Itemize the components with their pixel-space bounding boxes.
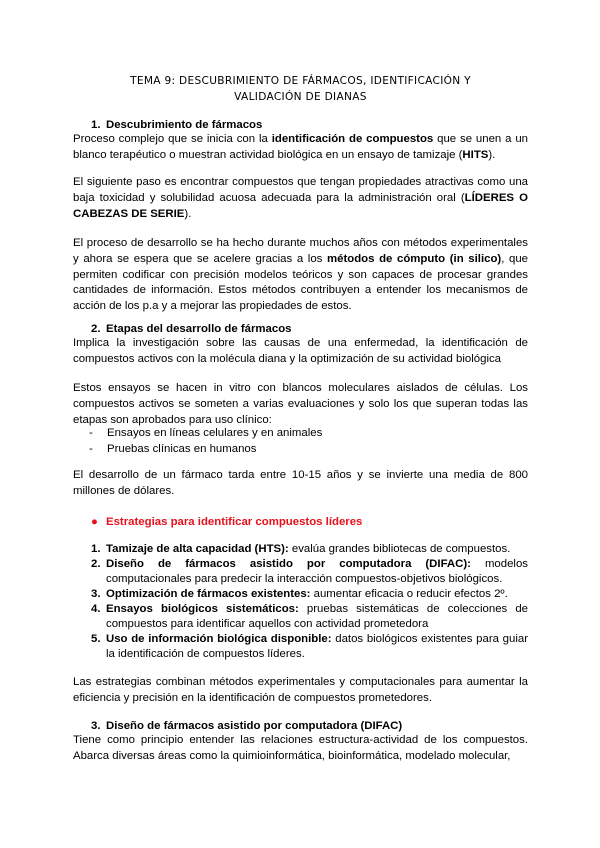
section-1-title: Descubrimiento de fármacos: [106, 119, 263, 131]
section-2-paragraph-1: Implica la investigación sobre las causas de una enfermedad, la identificación de compuestos activos con la molécula diana y la optimización de su actividad biológica: [73, 337, 528, 365]
section-1-number: 1.: [91, 119, 101, 131]
strategy-item: 3. Optimización de fármacos existentes: aumentar eficacia o reducir efectos 2º.: [91, 588, 508, 600]
bullet-icon: ●: [91, 516, 98, 528]
section-1-paragraph-2: El siguiente paso es encontrar compuestos que tengan propiedades atractivas como una baja toxicidad y solubilidad acuosa adecuada para la administración oral (LÍDERES O CABEZAS DE SERIE).: [73, 176, 528, 220]
section-3-title: Diseño de fármacos asistido por computadora (DIFAC): [106, 720, 403, 732]
list-item: - Ensayos en líneas celulares y en animales: [89, 427, 323, 439]
section-2-paragraph-2: Estos ensayos se hacen in vitro con blancos moleculares aislados de células. Los compuestos activos se someten a varias evaluaciones y solo los que superan todas las etapas son aprobados para uso clínico:: [73, 382, 528, 426]
section-1-paragraph-3: El proceso de desarrollo se ha hecho durante muchos años con métodos experimentales y ahora se espera que se acelere gracias a los métodos de cómputo (in silico), que permiten codificar con precisión modelos teóricos y son capaces de procesar grandes cantidades de información. Estos métodos contribuyen a entender los mecanismos de acción de los p.a y a mejorar las propiedades de estos.: [73, 237, 529, 313]
strategy-item: 4. Ensayos biológicos sistemáticos: pruebas sistemáticas de colecciones de compuestos para identificar aquellos con actividad prometedora: [91, 603, 528, 631]
strategy-item: 5. Uso de información biológica disponible: datos biológicos existentes para guiar la identificación de compuestos líderes.: [91, 633, 528, 661]
section-2-number: 2.: [91, 323, 101, 335]
section-1-heading: [91, 118, 262, 132]
section-3-number: 3.: [91, 720, 101, 732]
section-1-paragraph-1: Proceso complejo que se inicia con la identificación de compuestos que se unen a un blanco terapéutico o muestran actividad biológica en un ensayo de tamizaje (HITS).: [73, 133, 528, 161]
document-title-line-2: VALIDACIÓN DE DIANAS: [234, 91, 367, 103]
section-2-title: Etapas del desarrollo de fármacos: [106, 323, 292, 335]
strategy-item: 1. Tamizaje de alta capacidad (HTS): evalúa grandes bibliotecas de compuestos.: [91, 543, 511, 555]
section-2-paragraph-3: El desarrollo de un fármaco tarda entre 10-15 años y se invierte una media de 800 millones de dólares.: [73, 469, 528, 497]
strategies-bullet-heading: ● Estrategias para identificar compuestos líderes: [91, 516, 363, 528]
section-3-heading: [91, 719, 402, 733]
strategy-item: 2. Diseño de fármacos asistido por computadora (DIFAC): modelos computacionales para predecir la interacción compuestos-objetivos biológicos.: [91, 558, 528, 586]
section-3-paragraph-1: Tiene como principio entender las relaciones estructura-actividad de los compuestos. Abarca diversas áreas como la quimioinformática, bioinformática, modelado molecular,: [73, 734, 528, 762]
list-item: - Pruebas clínicas en humanos: [89, 443, 257, 455]
section-2-paragraph-4: Las estrategias combinan métodos experimentales y computacionales para aumentar la eficiencia y precisión en la identificación de compuestos prometedores.: [73, 676, 528, 704]
document-title-line-1: TEMA 9: DESCUBRIMIENTO DE FÁRMACOS, IDENTIFICACIÓN Y: [130, 75, 471, 87]
section-2-heading: [91, 322, 292, 336]
